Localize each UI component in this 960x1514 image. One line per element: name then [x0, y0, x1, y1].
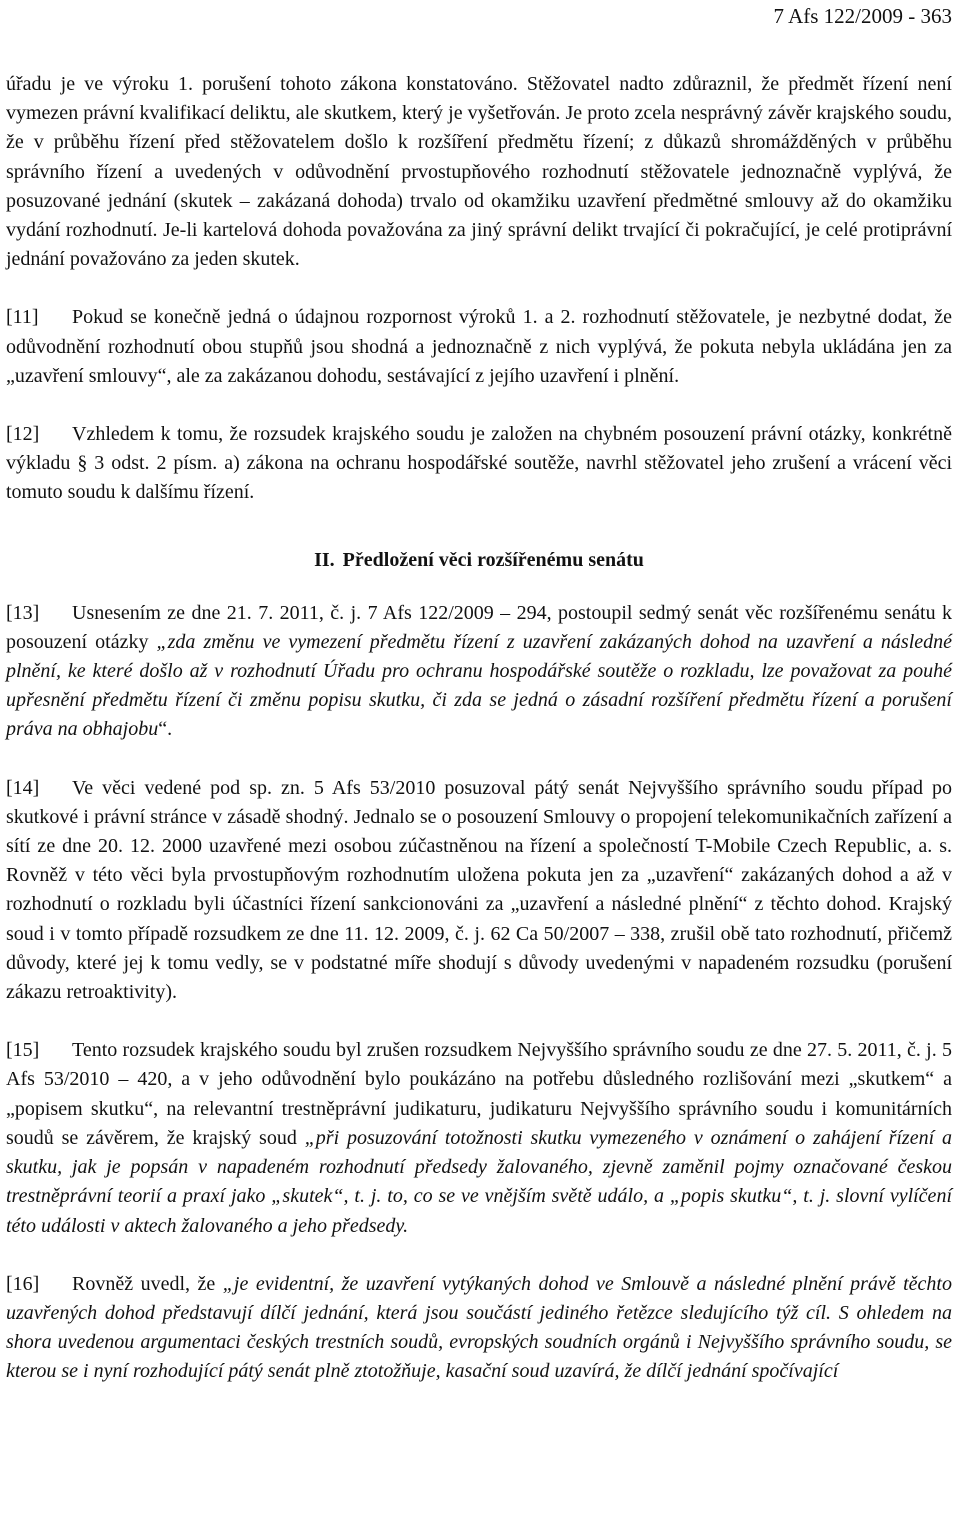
paragraph-text: Usnesením ze dne 21. 7. 2011, č. j. 7 Afs 122/2009 – 294, postoupil sedmý senát věc rozšířenému senátu k posouzení otázky [6, 601, 952, 653]
paragraph-text: Rovněž uvedl, že [72, 1272, 223, 1295]
paragraph-number: [13] [6, 601, 40, 624]
case-reference-header: 7 Afs 122/2009 - 363 [773, 4, 952, 28]
paragraph-continuation [6, 70, 952, 274]
section-number: II. [314, 548, 335, 571]
paragraph-number: [14] [6, 776, 40, 799]
section-heading [6, 546, 952, 575]
paragraph-11 [6, 303, 952, 391]
paragraph-15 [6, 1036, 952, 1240]
paragraph-text: Pokud se konečně jedná o údajnou rozpornost výroků 1. a 2. rozhodnutí stěžovatele, je nezbytné dodat, že odůvodnění rozhodnutí obou stupňů jsou shodná a jednoznačně z nich vyplývá, že pokuta nebyla ukládána jen za „uzavření smlouvy“, ale za zakázanou dohodu, sestávající z jejího uzavření i plnění. [6, 306, 952, 387]
paragraph-quote: „zda změnu ve vymezení předmětu řízení z uzavření zakázaných dohod na uzavření a následné plnění, ke které došlo až v rozhodnutí Úřadu pro ochranu hospodářské soutěže o rozkladu, lze považovat za pouhé upřesnění předmětu řízení či změnu popisu skutku, či zda se jedná o zásadní rozšíření předmětu řízení a porušení práva na obhajobu [6, 630, 953, 741]
section-title: Předložení věci rozšířenému senátu [342, 548, 644, 571]
paragraph-text-end: “. [158, 718, 173, 741]
paragraph-quote: „při posuzování totožnosti skutku vymezeného v oznámení o zahájení řízení a skutku, jak je popsán v napadeném rozhodnutí předsedy žalovaného, zjevně zaměnil pojmy označované českou trestněprávní teorií a praxí jako „skutek“, t. j. to, co se ve vnějším světě událo, a „popis skutku“, t. j. slovní vylíčení této události v aktech žalovaného a jeho předsedy. [6, 1126, 953, 1237]
paragraph-number: [12] [6, 423, 40, 446]
paragraph-quote: „je evidentní, že uzavření vytýkaných dohod ve Smlouvě a následné plnění právě těchto uzavřených dohod představují dílčí jednání, která jsou součástí jediného řetězce sledujícího týž cíl. S ohledem na shora uvedenou argumentaci českých trestních soudů, evropských soudních orgánů i Nejvyššího správního soudu, se kterou se i nyní rozhodující pátý senát plně ztotožňuje, kasační soud uzavírá, že dílčí jednání spočívající [6, 1272, 952, 1383]
paragraph-text: Tento rozsudek krajského soudu byl zrušen rozsudkem Nejvyššího správního soudu ze dne 27. 5. 2011, č. j. 5 Afs 53/2010 – 420, a v jeho odůvodnění bylo poukázáno na potřebu důsledného rozlišování mezi „skutkem“ a „popisem skutku“, na relevantní trestněprávní judikaturu, judikaturu Nejvyššího správního soudu i komunitárních soudů se závěrem, že krajský soud [6, 1039, 952, 1149]
paragraph-number: [11] [6, 306, 39, 329]
paragraph-text: úřadu je ve výroku 1. porušení tohoto zákona konstatováno. Stěžovatel nadto zdůraznil, že předmět řízení není vymezen právní kvalifikací deliktu, ale skutkem, který je vyšetřován. Je proto zcela nesprávný závěr krajského soudu, že v průběhu řízení před stěžovatelem došlo k rozšíření předmětu řízení; z důkazů shromážděných v průběhu správního řízení a uvedených v odůvodnění prvostupňového rozhodnutí stěžovatele jednoznačně vyplývá, že posuzované jednání (skutek – zakázaná dohoda) trvalo od okamžiku uzavření předmětné smlouvy až do okamžiku vydání rozhodnutí. Je-li kartelová dohoda považována za jiný správní delikt trvající či pokračující, je celé protiprávní jednání považováno za jeden skutek. [6, 73, 952, 271]
paragraph-12 [6, 420, 952, 508]
paragraph-text: Vzhledem k tomu, že rozsudek krajského soudu je založen na chybném posouzení právní otázky, konkrétně výkladu § 3 odst. 2 písm. a) zákona na ochranu hospodářské soutěže, navrhl stěžovatel jeho zrušení a vrácení věci tomuto soudu k dalšímu řízení. [6, 423, 952, 504]
document-body [6, 70, 952, 1416]
paragraph-13 [6, 599, 952, 745]
paragraph-text: Ve věci vedené pod sp. zn. 5 Afs 53/2010 posuzoval pátý senát Nejvyššího správního soudu případ po skutkové i právní stránce v zásadě shodný. Jednalo se o posouzení Smlouvy o propojení telekomunikačních zařízení a sítí ze dne 20. 12. 2000 uzavřené mezi osobou zúčastněnou na řízení a společností T-Mobile Czech Republic, a. s. Rovněž v této věci byla prvostupňovým rozhodnutím uložena pokuta jen za „uzavření“ zakázaných dohod a až v rozhodnutí o rozkladu byli účastníci řízení sankcionováni za „uzavření a následné plnění“ z těchto dohod. Krajský soud i v tomto případě rozsudkem ze dne 11. 12. 2009, č. j. 62 Ca 50/2007 – 338, zrušil obě tato rozhodnutí, přičemž důvody, které jej k tomu vedly, se v podstatné míře shodují s důvody uvedenými v napadeném rozsudku (porušení zákazu retroaktivity). [6, 776, 952, 1004]
paragraph-16 [6, 1270, 952, 1387]
paragraph-number: [15] [6, 1039, 40, 1062]
paragraph-number: [16] [6, 1272, 40, 1295]
paragraph-14 [6, 774, 952, 1008]
